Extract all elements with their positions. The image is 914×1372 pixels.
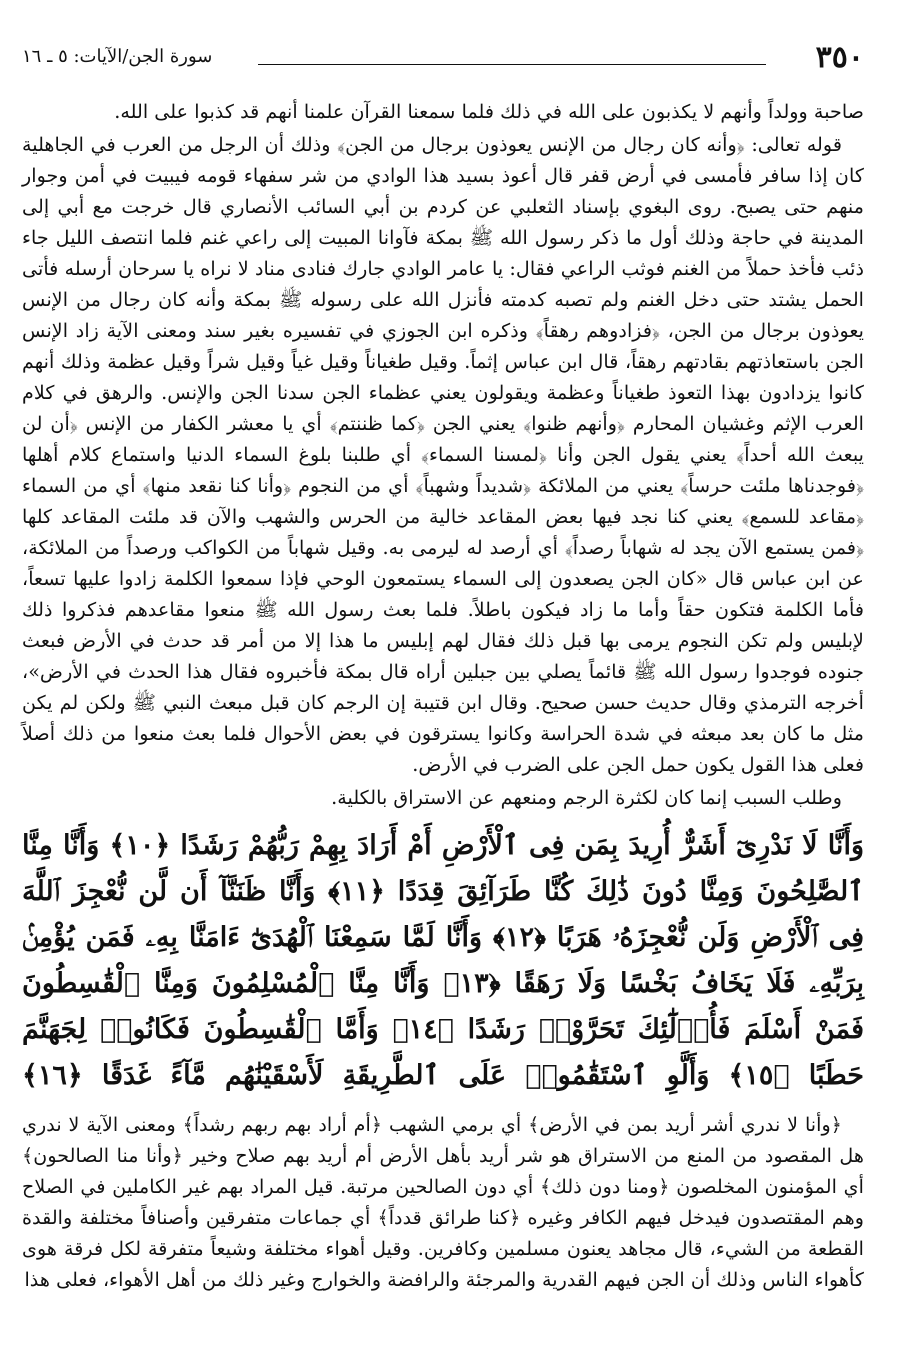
quran-verses: وَأَنَّا لَا نَدْرِىٓ أَشَرٌّ أُرِيدَ بِمَن فِى ٱلْأَرْضِ أَمْ أَرَادَ بِهِمْ رَبُّهُمْ رَشَدًا ﴿١٠﴾ وَأَنَّا مِنَّا ٱلصَّٰلِحُونَ وَمِنَّا دُونَ ذَٰلِكَ كُنَّا طَرَآئِقَ قِدَدًا ﴿١١﴾ وَأَنَّا ظَنَنَّآ أَن لَّن نُّعْجِزَ ٱللَّهَ فِى ٱلْأَرْضِ وَلَن نُّعْجِزَهُۥ هَرَبًا ﴿١٢﴾ وَأَنَّا لَمَّا سَمِعْنَا ٱلْهُدَىٰٓ ءَامَنَّا بِهِۦ فَمَن يُؤْمِنۢ بِرَبِّهِۦ فَلَا يَخَافُ بَخْسًا وَلَا رَهَقًا ﴿١٣﴾ وَأَنَّا مِنَّا ٱلْمُسْلِمُونَ وَمِنَّا ٱلْقَٰسِطُونَ فَمَنْ أَسْلَمَ فَأُو۟لَٰٓئِكَ تَحَرَّوْا۟ رَشَدًا ﴿١٤﴾ وَأَمَّا ٱلْقَٰسِطُونَ فَكَانُوا۟ لِجَهَنَّمَ حَطَبًا ﴿١٥﴾ وَأَلَّوِ ٱسْتَقَٰمُوا۟ عَلَى ٱلطَّرِيقَةِ لَأَسْقَيْنَٰهُم مَّآءً غَدَقًا ﴿١٦﴾ — [22, 830, 865, 1091]
paragraph-continuation: صاحبة وولداً وأنهم لا يكذبون على الله في ذلك فلما سمعنا القرآن علمنا أنهم قد كذبوا على الله. — [114, 100, 864, 123]
page-body — [22, 96, 864, 1295]
page-header — [22, 40, 864, 76]
paragraph-closing: وطلب السبب إنما كان لكثرة الرجم ومنعهم عن الاستراق بالكلية. — [331, 786, 842, 809]
header-rule — [258, 64, 766, 65]
paragraph-tafsir: قوله تعالى: ﴿وأنه كان رجال من الإنس يعوذون برجال من الجن﴾ وذلك أن الرجل من العرب في الجاهلية كان إذا سافر فأمسى في أرض قفر قال أعوذ بسيد هذا الوادي من شر سفهاء قومه فيبيت في أمن وجوار منهم حتى يصبح. روى البغوي بإسناد الثعلبي عن كردم بن أبي السائب الأنصاري قال خرجت مع أبي إلى المدينة في حاجة وذلك أول ما ذكر رسول الله ﷺ بمكة فآوانا المبيت إلى راعي غنم فلما انتصف الليل جاء ذئب فأخذ حملاً من الغنم فوثب الراعي فقال: يا عامر الوادي جارك فنادى مناد لا نراه يا سرحان أرسله فأتى الحمل يشتد حتى دخل الغنم ولم تصبه كدمته فأنزل الله على رسوله ﷺ بمكة وأنه كان رجال من الإنس يعوذون برجال من الجن، ﴿فزادوهم رهقاً﴾ وذكره ابن الجوزي في تفسيره بغير سند ومعنى الآية زاد الإنس الجن باستعاذتهم بقادتهم رهقاً، قال ابن عباس إثماً. وقيل طغياناً وقيل غياً وقيل شراً وقيل عظمة وذلك أنهم كانوا يزدادون بهذا التعوذ طغياناً وعظمة ويقولون يعني عظماء الجن سدنا الجن والإنس. والرهق في كلام العرب الإثم وغشيان المحارم ﴿وأنهم ظنوا﴾ يعني الجن ﴿كما ظننتم﴾ أي يا معشر الكفار من الإنس ﴿أن لن يبعث الله أحداً﴾ يعني يقول الجن وأنا ﴿لمسنا السماء﴾ أي طلبنا بلوغ السماء الدنيا واستماع كلام أهلها ﴿فوجدناها ملئت حرساً﴾ يعني من الملائكة ﴿شديداً وشهباً﴾ أي من النجوم ﴿وأنا كنا نقعد منها﴾ أي من السماء ﴿مقاعد للسمع﴾ يعني كنا نجد فيها بعض المقاعد خالية من الحرس والشهب والآن قد ملئت المقاعد كلها ﴿فمن يستمع الآن يجد له شهاباً رصداً﴾ أي أرصد له ليرمى به. وقيل شهاباً من الكواكب ورصداً من الملائكة، عن ابن عباس قال «كان الجن يصعدون إلى السماء يستمعون الوحي فإذا سمعوا الكلمة زادوا عليها تسعاً، فأما الكلمة فتكون حقاً وأما ما زاد فيكون باطلاً. فلما بعث رسول الله ﷺ منعوا مقاعدهم فذكروا ذلك لإبليس ولم تكن النجوم يرمى بها قبل ذلك فقال لهم إبليس ما هذا إلا من أمر قد حدث في الأرض فبعث جنوده فوجدوا رسول الله ﷺ قائماً يصلي بين جبلين أراه قال بمكة فأخبروه فقال هذا الحدث في الأرض»، أخرجه الترمذي وقال حديث حسن صحيح. وقال ابن قتيبة إن الرجم كان قبل مبعث النبي ﷺ ولكن لم يكن مثل ما كان بعد مبعثه في شدة الحراسة وكانوا يسترقون في بعض الأحوال فلما بعث منعوا من ذلك أصلاً فعلى هذا القول يكون حمل الجن على الضرب في الأرض. — [22, 133, 864, 776]
page-number: ٣٥٠ — [815, 40, 864, 75]
paragraph-commentary: ﴿وأنا لا ندري أشر أريد بمن في الأرض﴾ أي برمي الشهب ﴿أم أراد بهم ربهم رشداً﴾ ومعنى الآية لا ندري هل المقصود من المنع من الاستراق هو شر أريد بأهل الأرض أم أريد بهم صلاح وخير ﴿وأنا منا الصالحون﴾ أي المؤمنون المخلصون ﴿ومنا دون ذلك﴾ أي دون الصالحين مرتبة. قيل المراد بهم غير الكاملين في الصلاح وهم المقتصدون فيدخل فيهم الكافر وغيره ﴿كنا طرائق قدداً﴾ أي جماعات متفرقين وأصنافاً مختلفة والقدة القطعة من الشيء، قال مجاهد يعنون مسلمين وكافرين. وقيل أهواء مختلفة وشيعاً متفرقة لكل فرقة هوى كأهواء الناس وذلك أن الجن فيهم القدرية والمرجئة والرافضة والخوارج وغير ذلك من أهل الأهواء، فعلى هذا — [22, 1113, 864, 1291]
running-title: سورة الجن/الآيات: ٥ ـ ١٦ — [22, 46, 213, 67]
